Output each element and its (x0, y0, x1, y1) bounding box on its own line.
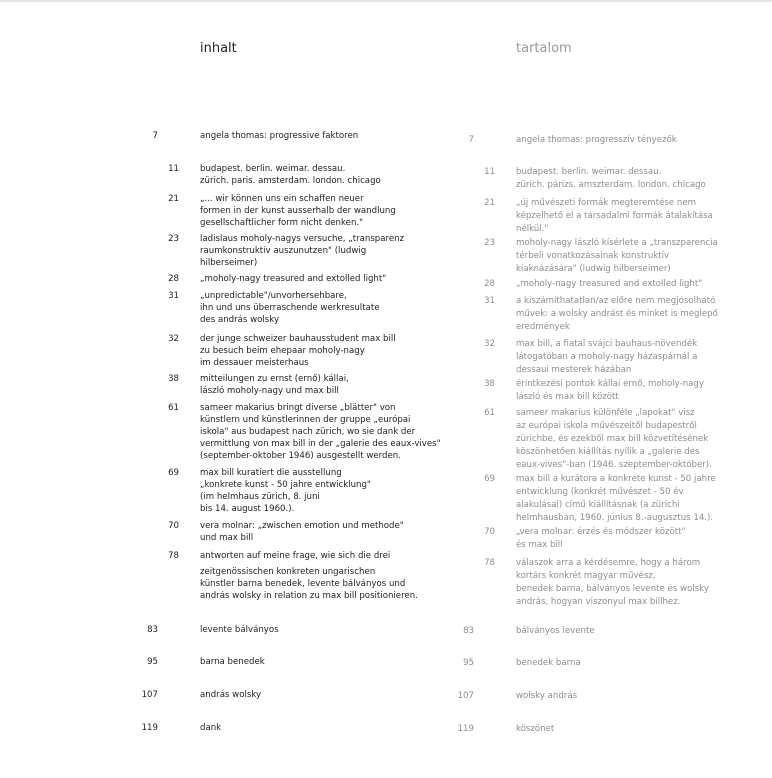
toc-entry-title (200, 164, 381, 188)
toc-entry-line: vermittlung von max bill in der „galerie des eaux-vives" (200, 438, 441, 449)
toc-entry-line: budapest. berlin. weimar. dessau. (516, 167, 662, 177)
toc-entry-line: köszönhetően kiállítás nyílik a „galerie des (516, 447, 700, 457)
toc-entry-line: zu besuch beim ehepaar moholy-nagy (200, 345, 365, 356)
toc-page-number: 31 (168, 291, 179, 301)
toc-entry-line: levente bálványos (200, 625, 279, 635)
toc-entry-title (200, 374, 349, 398)
toc-entry-line: sameer makarius bringt diverse „blätter" von (200, 403, 396, 413)
toc-entry-line: barna benedek (200, 657, 265, 667)
toc-page-number: 7 (152, 131, 158, 141)
top-border (0, 0, 772, 2)
toc-entry-line: „új művészeti formák megteremtése nem (516, 198, 697, 208)
toc-page-number: 21 (168, 194, 179, 204)
toc-entry-title (516, 237, 718, 276)
toc-page-number: 31 (484, 296, 495, 306)
toc-entry-line: mitteilungen zu ernst (ernő) kállai, (200, 374, 349, 384)
toc-entry-title (516, 295, 718, 334)
toc-entry-line: térbeli vonatkozásainak konstruktív (516, 251, 670, 261)
toc-entry-line: érintkezési pontok kállai ernő, moholy-nagy (516, 379, 704, 389)
toc-entry-line: andrás wolsky in relation zu max bill positionieren. (200, 590, 418, 601)
toc-entry-line: „moholy-nagy treasured and extolled light" (200, 274, 387, 284)
toc-entry-line: ihn und uns überraschende werkresultate (200, 302, 380, 313)
toc-entry-line: kortárs konkrét magyar művész, (516, 571, 656, 581)
toc-page-number: 119 (141, 723, 158, 733)
toc-entry-line: des andrás wolsky (200, 314, 280, 325)
toc-page-number: 21 (484, 198, 495, 208)
toc-entry-line: a kiszámíthatatlan/az előre nem megjósolható (516, 296, 716, 306)
toc-entry-line: alakulásai) című kiállításnak (a zürichi (516, 500, 680, 510)
toc-page-number: 23 (484, 238, 495, 248)
toc-entry-line: (september-oktober 1946) ausgestellt werden. (200, 450, 401, 461)
toc-page-number: 78 (484, 558, 495, 568)
toc-entry-line: gesellschaftlicher form nicht denken." (200, 217, 364, 228)
toc-page-number: 107 (141, 690, 158, 700)
toc-entry-line: künstler barna benedek, levente bálványos und (200, 578, 406, 589)
toc-page-number: 61 (168, 403, 179, 413)
toc-entry-title (516, 278, 702, 291)
toc-entry-title (200, 194, 396, 230)
toc-entry-title (516, 690, 577, 703)
toc-entry-title (200, 625, 279, 637)
heading-german: inhalt (200, 41, 237, 56)
toc-entry-line: angela thomas: progresszív tényezők (516, 135, 677, 145)
toc-page-number: 32 (168, 334, 179, 344)
toc-entry-line: vera molnar: „zwischen emotion und methode" (200, 521, 404, 531)
toc-entry-line: zürich. paris. amsterdam. london. chicago (200, 175, 381, 186)
toc-page-number: 95 (463, 658, 474, 668)
toc-entry-line: entwicklung (konkrét művészet - 50 év (516, 487, 684, 497)
toc-entry-title (200, 291, 379, 327)
toc-entry-line: „konkrete kunst - 50 jahre entwicklung" (200, 479, 371, 490)
toc-entry-line: raumkonstruktiv auszunutzen" (ludwig (200, 245, 367, 256)
toc-entry-title (516, 407, 712, 472)
toc-entry-line: wolsky andrás (516, 691, 578, 701)
toc-page-number: 61 (484, 408, 495, 418)
toc-page-number: 78 (168, 551, 179, 561)
toc-page-number: 28 (484, 279, 495, 289)
toc-page-number: 38 (484, 379, 495, 389)
toc-entry-line: köszönet (516, 724, 555, 734)
toc-entry-title (200, 403, 441, 463)
toc-page-number: 69 (484, 474, 495, 484)
toc-entry-line: max bill, a fiatal svájci bauhaus-növendék (516, 339, 698, 349)
toc-entry-line: sameer makarius különféle „lapokat" visz (516, 408, 695, 418)
toc-entry-line: benedek barna (516, 658, 581, 668)
heading-hungarian: tartalom (516, 41, 572, 56)
toc-entry-title (516, 657, 581, 670)
toc-entry-title (516, 134, 677, 147)
toc-entry-line: lászló és max bill között (516, 392, 619, 402)
toc-entry-line: „unpredictable"/unvorhersehbare, (200, 291, 347, 301)
toc-entry-title (200, 274, 386, 286)
toc-entry-line: lászló moholy-nagy und max bill (200, 385, 339, 396)
toc-entry-title (516, 166, 706, 192)
toc-entry-line: nélkül." (516, 224, 549, 234)
toc-entry-line: der junge schweizer bauhausstudent max bill (200, 334, 396, 344)
toc-page-number: 95 (147, 657, 158, 667)
toc-entry-title (516, 378, 704, 404)
toc-entry-line: kiaknázására" (ludwig hilberseimer) (516, 264, 671, 274)
toc-page-number: 32 (484, 339, 495, 349)
toc-entry-line: andrás, hogyan viszonyul max billhez. (516, 597, 681, 607)
toc-entry-title (200, 521, 404, 545)
toc-page-number: 7 (468, 135, 474, 145)
toc-page-number: 83 (463, 626, 474, 636)
toc-entry-line: andrás wolsky (200, 690, 262, 700)
toc-entry-title (516, 197, 713, 236)
toc-page-number: 11 (168, 164, 179, 174)
toc-entry-line: „vera molnar: érzés és módszer között" (516, 527, 686, 537)
toc-entry-title (516, 526, 685, 552)
toc-entry-line: az európai iskola művészeitől budapestről (516, 421, 697, 431)
toc-entry-line: iskola" aus budapest nach zürich, wo sie dank der (200, 426, 416, 437)
toc-page-number: 28 (168, 274, 179, 284)
toc-entry-title (516, 723, 554, 736)
toc-entry-title (516, 557, 709, 609)
toc-entry-line: dessaui mesterek házában (516, 365, 632, 375)
toc-entry-line: max bill a kurátora a konkrete kunst - 50 jahre (516, 474, 716, 484)
toc-entry-title (200, 657, 265, 669)
toc-page-number: 83 (147, 625, 158, 635)
toc-entry-title (200, 690, 261, 702)
toc-entry-line: válaszok arra a kérdésemre, hogy a három (516, 558, 701, 568)
toc-entry-title (200, 334, 396, 370)
toc-entry-line: künstlern und künstlerinnen der gruppe „európai (200, 414, 411, 425)
toc-entry-title (516, 625, 595, 638)
toc-page-number: 38 (168, 374, 179, 384)
toc-entry-line: max bill kuratiert die ausstellung (200, 468, 342, 478)
toc-entry-line: „moholy-nagy treasured and extolled light" (516, 279, 703, 289)
toc-entry-line: képzelhető el a társadalmi formák átalakítása (516, 211, 713, 221)
toc-entry-title (516, 338, 697, 377)
toc-entry-line: művek: a wolsky andrást és minket is meglepő (516, 309, 718, 319)
toc-entry-line: zeitgenössischen konkreten ungarischen (200, 566, 376, 577)
toc-entry-title (200, 551, 418, 603)
toc-entry-line: angela thomas: progressive faktoren (200, 131, 359, 141)
toc-entry-line: eaux-vives"-ban (1946. szeptember-október). (516, 460, 712, 470)
toc-entry-line: helmhausban, 1960. június 8.-augusztus 14.). (516, 513, 714, 523)
toc-page-number: 70 (484, 527, 495, 537)
toc-entry-line: „... wir können uns ein schaffen neuer (200, 194, 364, 204)
toc-entry-line: zürich. párizs. amszterdam. london. chicago (516, 180, 706, 190)
toc-page-number: 70 (168, 521, 179, 531)
toc-entry-title (200, 723, 221, 735)
toc-entry-line: (im helmhaus zürich, 8. juni (200, 491, 320, 502)
toc-page-number: 119 (457, 724, 474, 734)
toc-entry-title (200, 468, 371, 516)
toc-entry-line: bis 14. august 1960.). (200, 503, 295, 514)
toc-entry-line: benedek barna, bálványos levente és wolsky (516, 584, 709, 594)
toc-entry-line: im dessauer meisterhaus (200, 357, 309, 368)
toc-entry-line: moholy-nagy lászló kísérlete a „transzparencia (516, 238, 718, 248)
toc-page-number: 107 (457, 691, 474, 701)
toc-entry-line: és max bill (516, 540, 563, 550)
toc-entry-line: látogatóban a moholy-nagy házaspárnál a (516, 352, 698, 362)
toc-entry-line: budapest. berlin. weimar. dessau. (200, 164, 346, 174)
toc-entry-line: eredmények (516, 322, 570, 332)
toc-entry-line: ladislaus moholy-nagys versuche, „transparenz (200, 234, 405, 244)
toc-entry-line: hilberseimer) (200, 257, 258, 268)
toc-entry-line: formen in der kunst ausserhalb der wandlung (200, 205, 396, 216)
toc-entry-line: dank (200, 723, 222, 733)
toc-page-number: 23 (168, 234, 179, 244)
toc-page-number: 11 (484, 167, 495, 177)
toc-entry-title (200, 234, 404, 270)
toc-entry-line: antworten auf meine frage, wie sich die drei (200, 551, 391, 561)
toc-entry-line: bálványos levente (516, 626, 595, 636)
toc-entry-line: zürichbe, és ezekből max bill közvetítésének (516, 434, 709, 444)
toc-page-number: 69 (168, 468, 179, 478)
toc-entry-line: und max bill (200, 532, 254, 543)
toc-entry-title (516, 473, 716, 525)
toc-entry-title (200, 131, 358, 143)
